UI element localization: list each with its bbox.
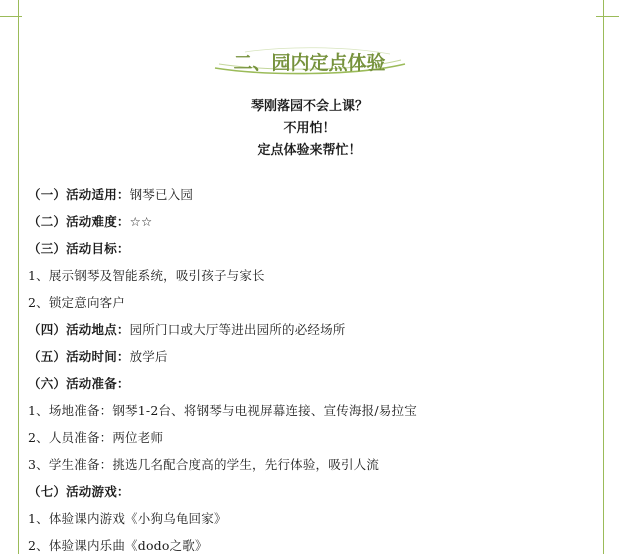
content-line bbox=[28, 536, 208, 554]
line-value: 2、人员准备：两位老师 bbox=[28, 430, 164, 445]
content-line bbox=[28, 320, 346, 338]
intro-line-1: 琴刚落园不会上课？ bbox=[250, 99, 368, 114]
content-line bbox=[28, 185, 193, 203]
line-value: 1、场地准备：钢琴1-2台、将钢琴与电视屏幕连接、宣传海报/易拉宝 bbox=[28, 403, 417, 418]
line-value: ☆☆ bbox=[129, 214, 153, 229]
content-line bbox=[28, 266, 265, 284]
content-line bbox=[28, 293, 125, 311]
line-label: （一）活动适用： bbox=[28, 187, 130, 202]
crop-mark-top-right-horizontal bbox=[596, 16, 619, 17]
line-label: （四）活动地点： bbox=[28, 322, 130, 337]
line-label: （七）活动游戏： bbox=[28, 484, 130, 499]
content-line bbox=[28, 428, 163, 446]
content-line bbox=[28, 509, 227, 527]
line-label: （三）活动目标： bbox=[28, 241, 130, 256]
intro-line-3: 定点体验来帮忙！ bbox=[257, 143, 362, 158]
section-heading: 二、园内定点体验 bbox=[233, 52, 386, 74]
line-label: （二）活动难度： bbox=[28, 214, 130, 229]
line-value: 1、展示钢琴及智能系统，吸引孩子与家长 bbox=[28, 268, 265, 283]
line-label: （六）活动准备： bbox=[28, 376, 130, 391]
content-line bbox=[28, 401, 417, 419]
content-line bbox=[28, 347, 168, 365]
content-line bbox=[28, 482, 130, 500]
content-line bbox=[28, 455, 379, 473]
content-line bbox=[28, 212, 152, 230]
content-line bbox=[28, 374, 130, 392]
line-value: 园所门口或大厅等进出园所的必经场所 bbox=[129, 322, 346, 337]
line-value: 2、体验课内乐曲《dodo之歌》 bbox=[28, 538, 208, 553]
line-value: 3、学生准备：挑选几名配合度高的学生，先行体验，吸引人流 bbox=[28, 457, 380, 472]
line-value: 2、锁定意向客户 bbox=[28, 295, 126, 310]
content-line bbox=[28, 239, 130, 257]
line-value: 钢琴已入园 bbox=[129, 187, 194, 202]
line-value: 放学后 bbox=[129, 349, 168, 364]
line-label: （五）活动时间： bbox=[28, 349, 130, 364]
intro-line-2: 不用怕！ bbox=[283, 121, 336, 136]
section-heading-block bbox=[0, 40, 619, 80]
line-value: 1、体验课内游戏《小狗乌龟回家》 bbox=[28, 511, 227, 526]
